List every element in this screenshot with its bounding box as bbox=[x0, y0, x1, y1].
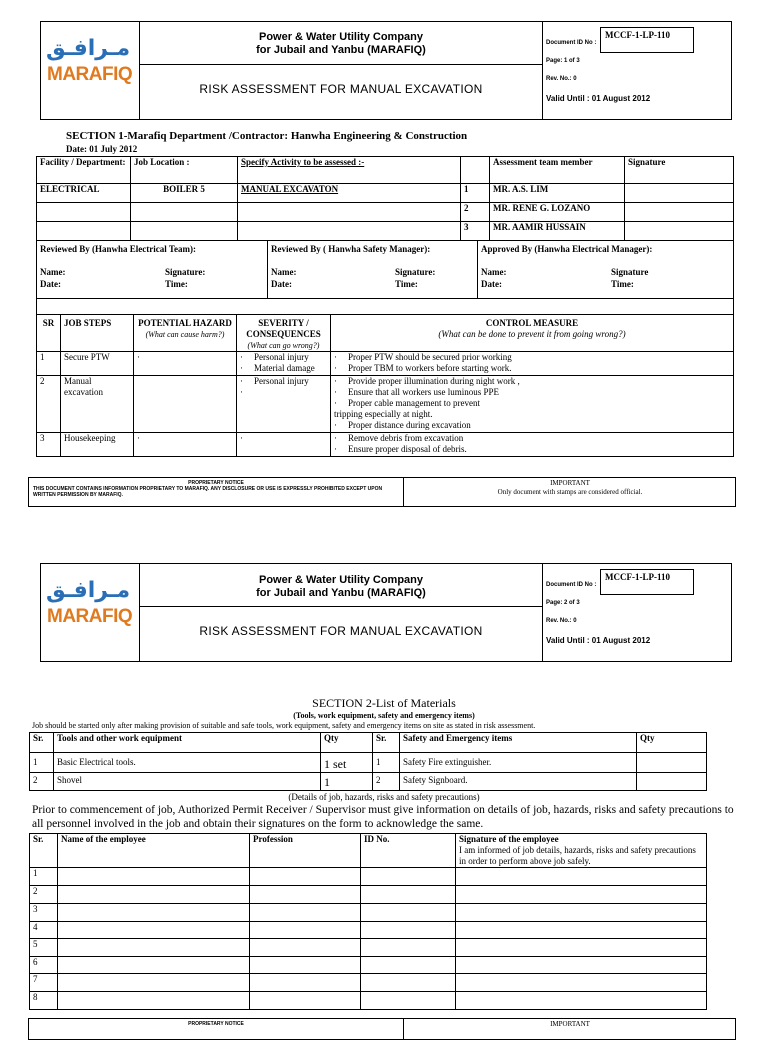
facility-header: Facility / Department: bbox=[37, 157, 131, 184]
risk-row: 1 Secure PTW · · Personal injury · Material damage · Proper PTW should be secured prior working · Proper TBM to workers before starting work. bbox=[37, 352, 734, 376]
document-title: RISK ASSESSMENT FOR MANUAL EXCAVATION bbox=[199, 82, 483, 96]
employees-table: Sr. Name of the employee Profession ID No. Signature of the employee I am informed of job details, hazards, risks and safety precautions in order to perform above job safely. 1 2 3 4 5 6 7 8 bbox=[29, 833, 707, 1010]
doc-id-box: MCCF-1-LP-110 bbox=[600, 569, 694, 595]
header-divider bbox=[140, 64, 542, 65]
team-member-3: MR. AAMIR HUSSAIN bbox=[490, 222, 625, 241]
risk-row: 3 Housekeeping · · · Remove debris from excavation · Ensure proper disposal of debris. bbox=[37, 433, 734, 457]
location-value: BOILER 5 bbox=[131, 184, 238, 203]
location-header: Job Location : bbox=[131, 157, 238, 184]
risk-row: 2 Manual excavation · Personal injury · · Provide proper illumination during night work , · Ensure that all workers use luminous PPE · Proper cable management to prevent tripping especially at night. · Proper distance during excavation bbox=[37, 376, 734, 433]
table-row: 3 bbox=[30, 904, 707, 922]
marafiq-logo-english: MARAFIQ bbox=[47, 606, 133, 627]
table-row: 2 bbox=[30, 886, 707, 904]
section1-title: SECTION 1-Marafiq Department /Contractor: Hanwha Engineering & Construction bbox=[66, 130, 468, 142]
page2-footer: PROPRIETARY NOTICE IMPORTANT bbox=[28, 1018, 736, 1040]
table-row: 6 bbox=[30, 957, 707, 974]
team-member-2: MR. RENE G. LOZANO bbox=[490, 203, 625, 222]
section2-note: Job should be started only after making provision of suitable and safe tools, work equipment, safety and emergency items on site as stated in risk assessment. bbox=[32, 721, 536, 730]
instruction-paragraph: Prior to commencement of job, Authorized Permit Receiver / Supervisor must give information on details of job, hazards, risks and safety precautions to all personnel involved in the job and obtain their signatures on the form to acknowledge the same. bbox=[32, 804, 734, 830]
marafiq-logo-english: MARAFIQ bbox=[47, 64, 133, 85]
review-safety: Reviewed By ( Hanwha Safety Manager): Name: Date: Signature: Time: bbox=[268, 241, 478, 299]
review-table bbox=[36, 240, 734, 315]
table-row: 2 Shovel 1 2 Safety Signboard. bbox=[30, 773, 707, 791]
revision: Rev. No.: 0 bbox=[546, 618, 577, 624]
materials-table: Sr. Tools and other work equipment Qty Sr. Safety and Emergency items Qty 1 Basic Electrical tools. 1 set 1 Safety Fire extinguisher. 2 Shovel 1 2 Safety Signboard. bbox=[29, 732, 707, 791]
table-row: 4 bbox=[30, 922, 707, 939]
team-header: Assessment team member bbox=[490, 157, 625, 184]
page-number: Page: 1 of 3 bbox=[546, 58, 580, 64]
section2-title: SECTION 2-List of Materials bbox=[312, 696, 456, 710]
table-row: 1 Basic Electrical tools. 1 set 1 Safety Fire extinguisher. bbox=[30, 753, 707, 773]
activity-header: Specify Activity to be assessed :- bbox=[238, 157, 461, 184]
table-row: 8 bbox=[30, 992, 707, 1010]
valid-until: Valid Until : 01 August 2012 bbox=[546, 636, 651, 645]
risk-table: SR JOB STEPS POTENTIAL HAZARD (What can cause harm?) SEVERITY / CONSEQUENCES (What can go wrong?) CONTROL MEASURE (What can be done to prevent it from going wrong?) 1 Secure PTW · · Personal injury · Material damage · Proper PTW should be secured prior working · Proper TBM to workers before starting work. 2 Manual excavation · Personal injury · · Provide proper illumination during night work , · Ensure that all workers use luminous PPE · Proper cable management to prevent tripping especially at night. · Proper distance during excavation 3 Housekeeping · · · Remove debris from excavation · Ensure proper disposal of debris. bbox=[36, 314, 734, 457]
document-title: RISK ASSESSMENT FOR MANUAL EXCAVATION bbox=[199, 624, 483, 638]
company-name: Power & Water Utility Company for Jubail and Yanbu (MARAFIQ) bbox=[256, 574, 426, 599]
page1-footer: PROPRIETARY NOTICE THIS DOCUMENT CONTAINS INFORMATION PROPRIETARY TO MARAFIQ. ANY DISCLOSURE OR USE IS EXPRESSLY PROHIBITED EXCEPT UPON WRITTEN PERMISSION BY MARAFIQ. IMPORTANT Only document with stamps are considered official. bbox=[28, 477, 736, 507]
doc-id-label: Document ID No : bbox=[546, 40, 597, 46]
valid-until: Valid Until : 01 August 2012 bbox=[546, 94, 651, 103]
doc-id-box: MCCF-1-LP-110 bbox=[600, 27, 694, 53]
page-number: Page: 2 of 3 bbox=[546, 600, 580, 606]
doc-id-label: Document ID No : bbox=[546, 582, 597, 588]
approved-by: Approved By (Hanwha Electrical Manager): Name: Date: Signature Time: bbox=[478, 241, 734, 299]
team-member-1: MR. A.S. LIM bbox=[490, 184, 625, 203]
marafiq-logo-arabic: مـرافـق bbox=[46, 578, 131, 603]
activity-value: MANUAL EXCAVATON bbox=[238, 184, 461, 203]
details-caption: (Details of job, hazards, risks and safety precautions) bbox=[288, 792, 480, 802]
header-divider bbox=[140, 606, 542, 607]
signature-header: Signature bbox=[625, 157, 734, 184]
section1-date: Date: 01 July 2012 bbox=[66, 144, 138, 154]
section2-subtitle: (Tools, work equipment, safety and emergency items) bbox=[293, 711, 475, 720]
assessment-table: Facility / Department: Job Location : Specify Activity to be assessed :- Assessment team member Signature ELECTRICAL BOILER 5 MANUAL EXCAVATON 1 MR. A.S. LIM 2 MR. RENE G. LOZANO 3 MR. AAMIR HUSSAIN bbox=[36, 156, 734, 241]
table-row: 1 bbox=[30, 868, 707, 886]
company-name: Power & Water Utility Company for Jubail and Yanbu (MARAFIQ) bbox=[256, 31, 426, 56]
table-row: 7 bbox=[30, 974, 707, 992]
revision: Rev. No.: 0 bbox=[546, 76, 577, 82]
facility-value: ELECTRICAL bbox=[37, 184, 131, 203]
table-row: 5 bbox=[30, 939, 707, 957]
marafiq-logo-arabic: مـرافـق bbox=[46, 36, 131, 61]
review-electrical: Reviewed By (Hanwha Electrical Team): Name: Date: Signature: Time: bbox=[37, 241, 268, 299]
